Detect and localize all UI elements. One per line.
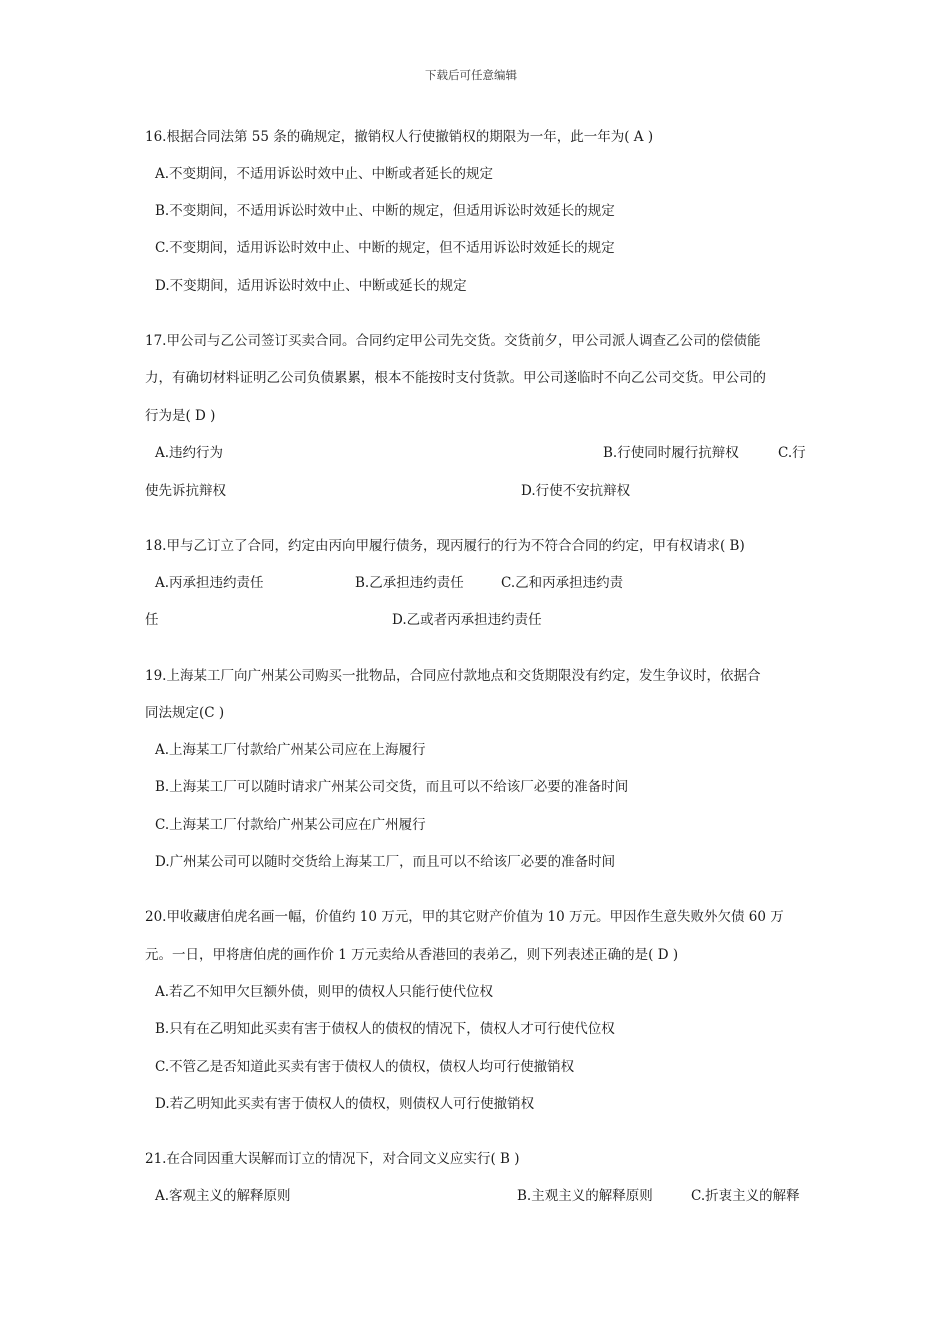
question-21-option-b: B.主观主义的解释原则: [517, 1188, 653, 1204]
question-16-option-a: A.不变期间，不适用诉讼时效中止、中断或者延长的规定: [155, 166, 494, 182]
question-17-stem-line-1: 17.甲公司与乙公司签订买卖合同。合同约定甲公司先交货。交货前夕，甲公司派人调查乙公司的偿债能: [145, 333, 761, 349]
question-17-stem-line-3: 行为是( D ): [145, 408, 216, 424]
question-17-option-a: A.违约行为: [155, 445, 224, 461]
question-17-option-d: D.行使不安抗辩权: [521, 483, 631, 499]
question-16-option-c: C.不变期间，适用诉讼时效中止、中断的规定，但不适用诉讼时效延长的规定: [155, 240, 615, 256]
question-20-option-a: A.若乙不知甲欠巨额外债，则甲的债权人只能行使代位权: [155, 984, 494, 1000]
question-19-option-d: D.广州某公司可以随时交货给上海某工厂，而且可以不给该厂必要的准备时间: [155, 854, 616, 870]
question-18-option-c-end: 任: [145, 612, 159, 628]
question-21-option-a: A.客观主义的解释原则: [155, 1188, 291, 1204]
question-17-option-b: B.行使同时履行抗辩权: [603, 445, 739, 461]
question-17-option-c-start: C.行: [778, 445, 806, 461]
question-20-stem-line-2: 元。一日，甲将唐伯虎的画作价 1 万元卖给从香港回的表弟乙，则下列表述正确的是( D ): [145, 947, 679, 963]
question-20-option-b: B.只有在乙明知此买卖有害于债权人的债权的情况下，债权人才可行使代位权: [155, 1021, 615, 1037]
question-18-option-c-start: C.乙和丙承担违约责: [501, 575, 624, 591]
page-header: 下载后可任意编辑: [425, 68, 517, 82]
question-19-stem-line-1: 19.上海某工厂向广州某公司购买一批物品，合同应付款地点和交货期限没有约定，发生争议时，依据合: [145, 668, 761, 684]
question-18-option-d: D.乙或者丙承担违约责任: [392, 612, 542, 628]
question-20-option-c: C.不管乙是否知道此买卖有害于债权人的债权，债权人均可行使撤销权: [155, 1059, 575, 1075]
question-20-option-d: D.若乙明知此买卖有害于债权人的债权，则债权人可行使撤销权: [155, 1096, 535, 1112]
question-19-stem-line-2: 同法规定(C ): [145, 705, 225, 721]
question-19-option-a: A.上海某工厂付款给广州某公司应在上海履行: [155, 742, 426, 758]
question-21-stem: 21.在合同因重大误解而订立的情况下，对合同文义应实行( B ): [145, 1151, 520, 1167]
question-17-option-c-end: 使先诉抗辩权: [145, 483, 226, 499]
question-21-option-c: C.折衷主义的解释: [691, 1188, 800, 1204]
question-18-stem: 18.甲与乙订立了合同，约定由丙向甲履行债务，现丙履行的行为不符合合同的约定，甲有权请求( B): [145, 538, 745, 554]
question-19-option-b: B.上海某工厂可以随时请求广州某公司交货，而且可以不给该厂必要的准备时间: [155, 779, 629, 795]
question-16-option-b: B.不变期间，不适用诉讼时效中止、中断的规定，但适用诉讼时效延长的规定: [155, 203, 615, 219]
question-16-stem: 16.根据合同法第 55 条的确规定，撤销权人行使撤销权的期限为一年，此一年为( A ): [145, 129, 654, 145]
question-20-stem-line-1: 20.甲收藏唐伯虎名画一幅，价值约 10 万元，甲的其它财产价值为 10 万元。甲因作生意失败外欠债 60 万: [145, 909, 784, 925]
question-18-option-a: A.丙承担违约责任: [155, 575, 264, 591]
question-17-stem-line-2: 力，有确切材料证明乙公司负债累累，根本不能按时支付货款。甲公司遂临时不向乙公司交货。甲公司的: [145, 370, 766, 386]
question-16-option-d: D.不变期间，适用诉讼时效中止、中断或延长的规定: [155, 278, 467, 294]
question-19-option-c: C.上海某工厂付款给广州某公司应在广州履行: [155, 817, 426, 833]
question-18-option-b: B.乙承担违约责任: [355, 575, 464, 591]
